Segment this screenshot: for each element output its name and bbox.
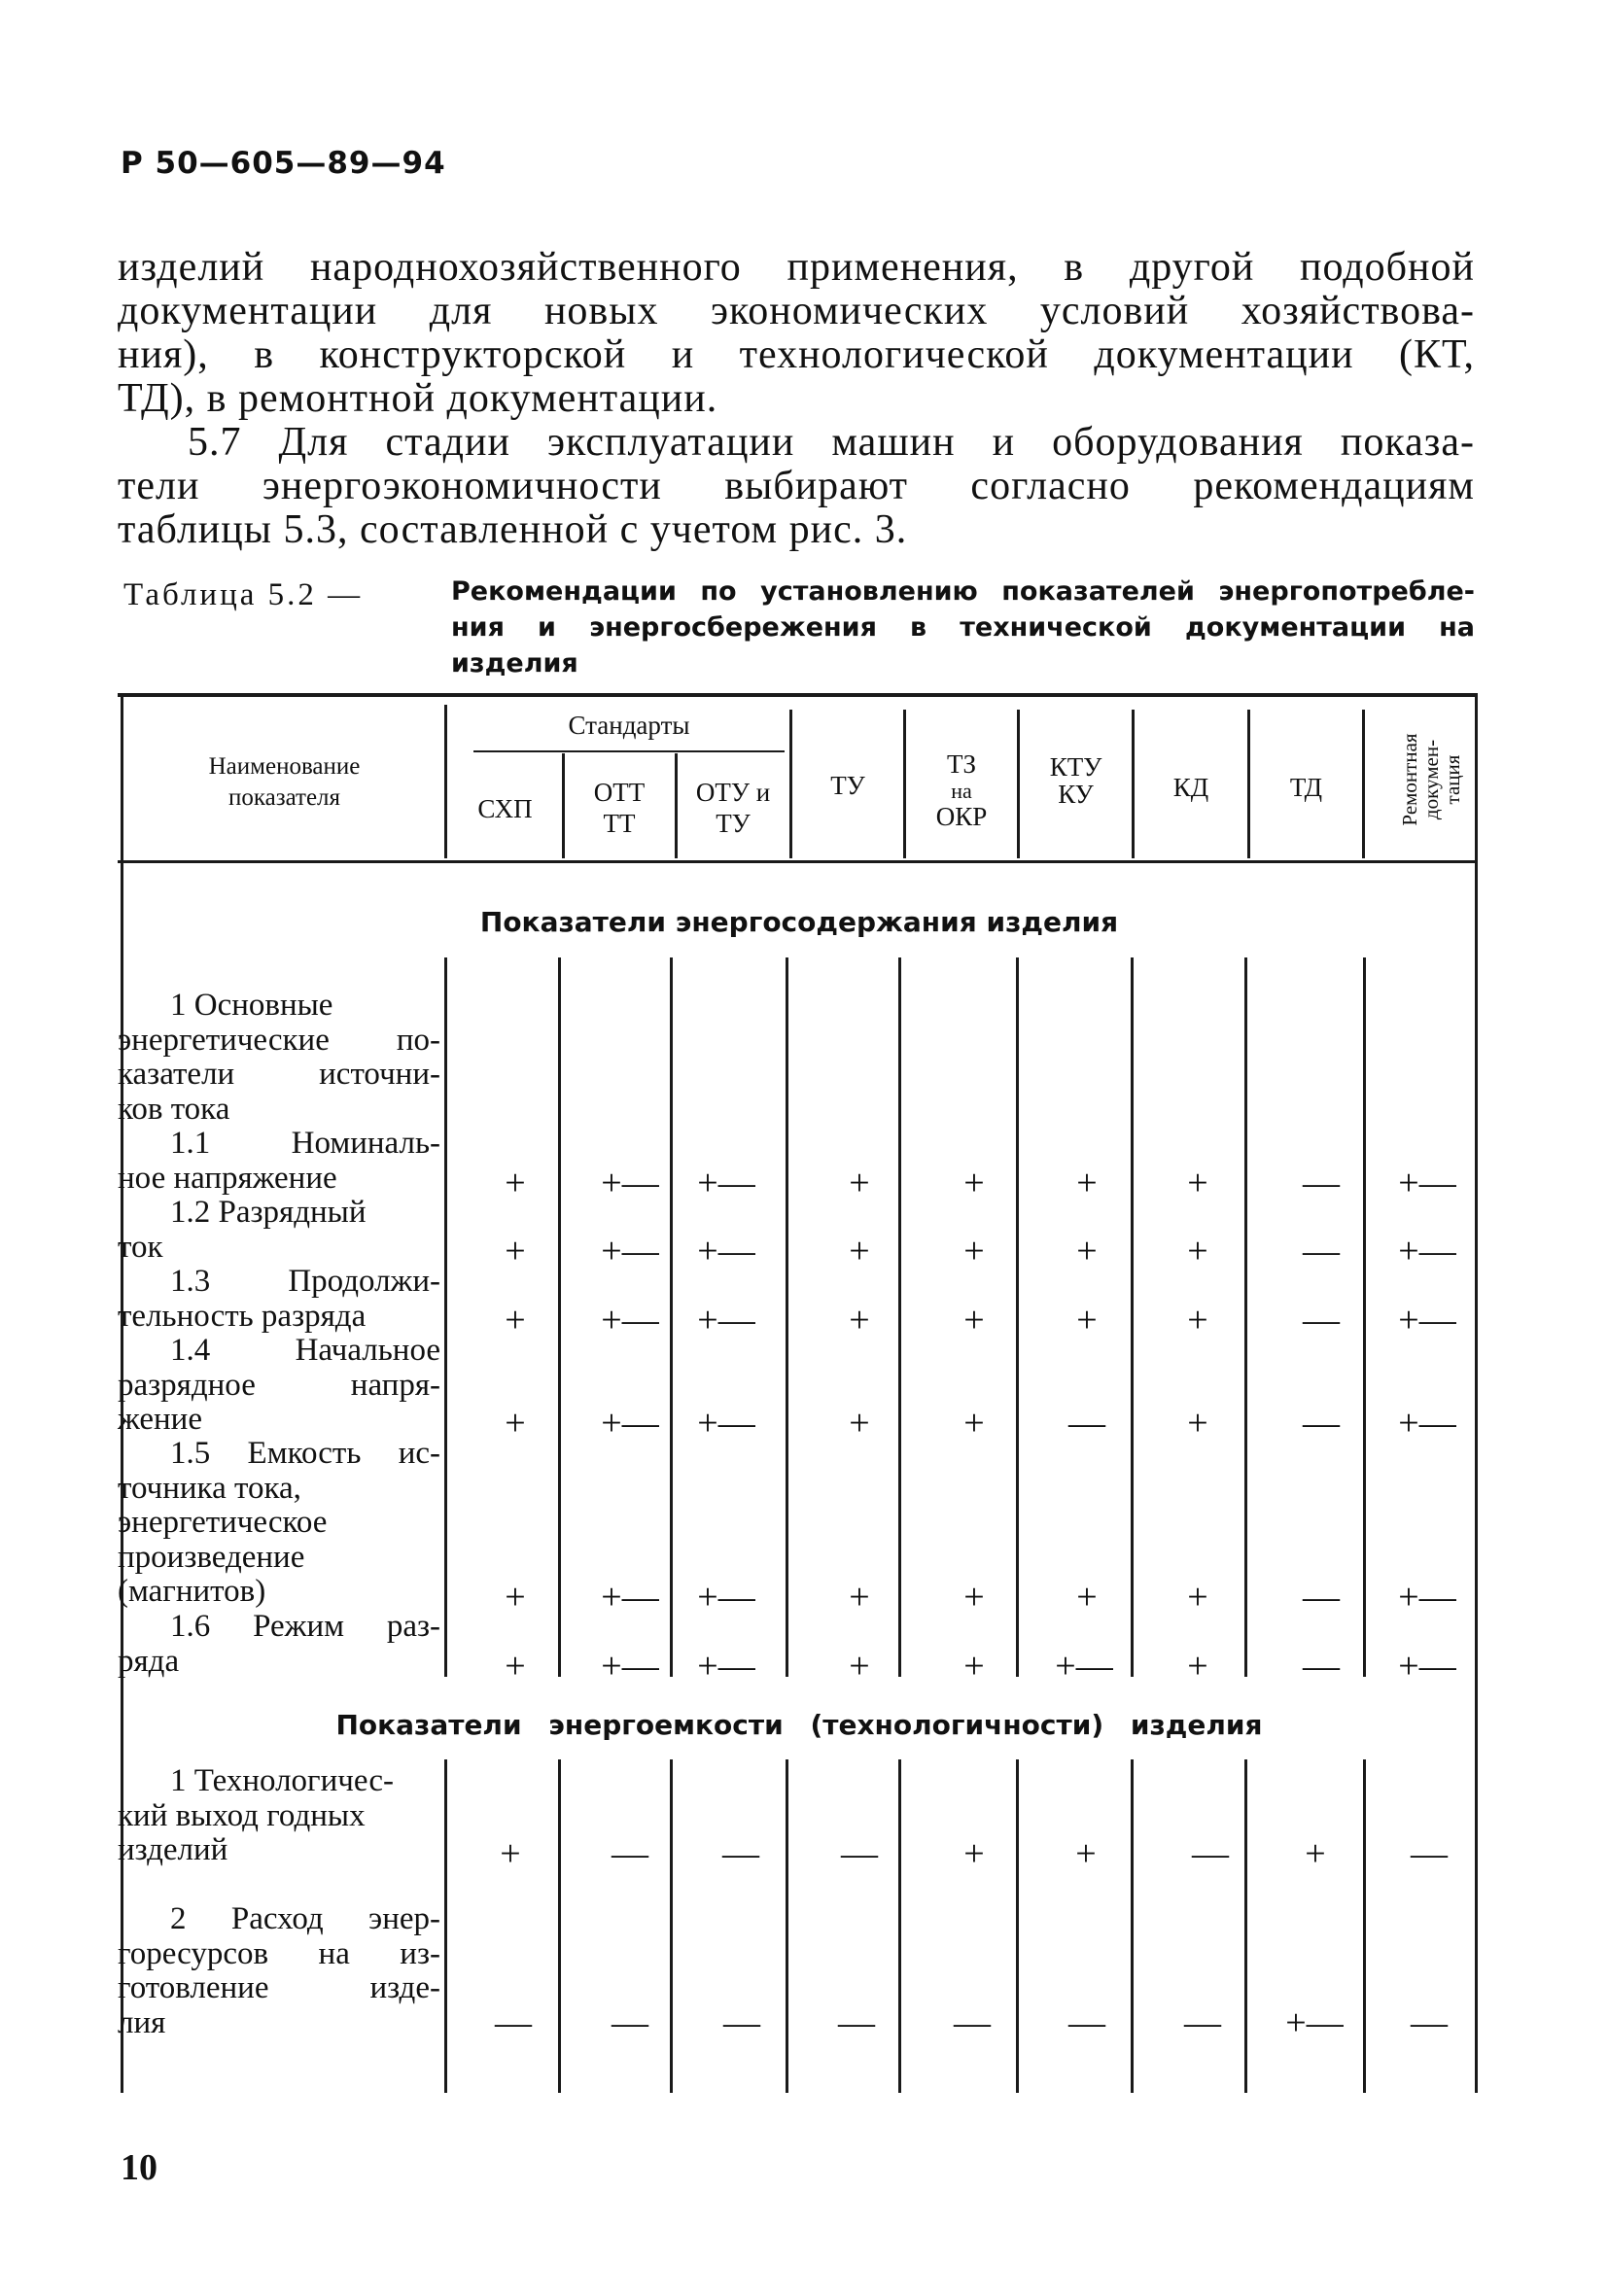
- table-cell: +—: [601, 1577, 659, 1618]
- body-divider: [1363, 1759, 1366, 2093]
- row-label-nominal-voltage: 1.1 Номиналь- ное напряжение: [118, 1126, 440, 1196]
- table-cell: +—: [1398, 1577, 1456, 1618]
- text-line: тели энергоэкономичности выбирают согласно рекомендациям: [118, 464, 1475, 508]
- table-cell: —: [1303, 1300, 1340, 1340]
- table-cell: +: [1187, 1646, 1208, 1687]
- body-divider: [1131, 957, 1134, 1677]
- section-title-energy-intensity: Показатели энергоемкости (технологичности) изделия: [335, 1709, 1263, 1741]
- body-divider: [786, 957, 788, 1677]
- table-cell: —: [1192, 1833, 1229, 1874]
- header-bottom-rule: [118, 860, 1477, 863]
- row-label-initial-voltage: 1.4 Начальное разрядное напря- жение: [118, 1333, 440, 1437]
- table-cell: +—: [1398, 1403, 1456, 1444]
- table-cell: +: [505, 1163, 526, 1203]
- column-header-name: Наименование показателя: [208, 753, 361, 811]
- column-header-skhp: СХП: [477, 794, 533, 823]
- header-divider: [444, 705, 447, 858]
- text-line: 5.7 Для стадии эксплуатации машин и оборудования показа-: [188, 420, 1475, 465]
- column-header-otu: ОТУ и ТУ: [695, 778, 771, 838]
- table-cell: +: [849, 1163, 870, 1203]
- page-number: 10: [121, 2147, 157, 2188]
- row-label-energy-consumption: 2 Расход энер- горесурсов на из- готовление изде- лия: [118, 1901, 440, 2040]
- table-cell: +—: [601, 1300, 659, 1340]
- table-cell: +: [505, 1403, 526, 1444]
- table-cell: +—: [1398, 1231, 1456, 1271]
- table-cell: +: [1187, 1163, 1208, 1203]
- table-cell: +: [963, 1577, 985, 1618]
- table-cell: +—: [697, 1231, 755, 1271]
- table-cell: +—: [601, 1403, 659, 1444]
- table-cell: +: [505, 1646, 526, 1687]
- body-divider: [1244, 1759, 1247, 2093]
- caption-line: изделия: [451, 648, 578, 678]
- table-cell: +: [500, 1833, 521, 1874]
- caption-line: Рекомендации по установлению показателей энергопотребле-: [451, 576, 1475, 607]
- table-cell: +: [849, 1646, 870, 1687]
- table-cell: —: [1068, 2002, 1105, 2043]
- text-line: таблицы 5.3, составленной с учетом рис. 3.: [118, 507, 908, 552]
- table-top-rule: [118, 693, 1477, 697]
- table-right-rule: [1475, 693, 1478, 2093]
- body-divider: [1016, 1759, 1019, 2093]
- table-cell: +—: [1398, 1300, 1456, 1340]
- table-cell: +—: [1398, 1163, 1456, 1203]
- row-label-discharge-mode: 1.6 Режим раз- ряда: [118, 1609, 440, 1679]
- table-cell: +: [1075, 1833, 1097, 1874]
- row-label-technological-yield: 1 Технологичес- кий выход годных изделий: [118, 1763, 394, 1867]
- body-divider: [1131, 1759, 1134, 2093]
- table-cell: +—: [697, 1646, 755, 1687]
- table-cell: —: [1303, 1403, 1340, 1444]
- table-cell: +—: [601, 1646, 659, 1687]
- table-cell: +: [505, 1300, 526, 1340]
- table-cell: +—: [697, 1403, 755, 1444]
- column-header-ott: ОТТ ТТ: [593, 778, 646, 838]
- row-label-discharge-current: 1.2 Разрядный ток: [118, 1195, 367, 1265]
- table-cell: +: [1076, 1577, 1098, 1618]
- table-cell: +: [1076, 1300, 1098, 1340]
- body-divider: [558, 1759, 561, 2093]
- table-cell: +: [963, 1833, 985, 1874]
- standards-group-rule: [473, 750, 785, 752]
- text-line: документации для новых экономических условий хозяйствова-: [118, 289, 1475, 333]
- table-cell: +: [1305, 1833, 1326, 1874]
- body-divider: [1016, 957, 1019, 1677]
- table-cell: +—: [601, 1231, 659, 1271]
- table-cell: —: [841, 1833, 878, 1874]
- clause-5-7-paragraph: [118, 421, 1475, 552]
- table-cell: +: [505, 1231, 526, 1271]
- header-divider: [1362, 710, 1365, 858]
- table-cell: +—: [1055, 1646, 1113, 1687]
- column-header-td: ТД: [1289, 773, 1323, 802]
- table-cell: —: [1303, 1163, 1340, 1203]
- row-label-discharge-duration: 1.3 Продолжи- тельность разряда: [118, 1264, 440, 1334]
- column-header-tu: ТУ: [830, 771, 865, 800]
- table-cell: +—: [1285, 2002, 1344, 2043]
- row-label-main-indicators: 1 Основные энергетические по- казатели источни- ков тока: [118, 988, 440, 1127]
- table-cell: +: [963, 1231, 985, 1271]
- table-cell: +: [849, 1403, 870, 1444]
- table-cell: —: [612, 2002, 648, 2043]
- column-header-ktu: КТУ КУ: [1049, 752, 1102, 809]
- body-divider: [444, 1759, 447, 2093]
- body-divider: [670, 957, 673, 1677]
- text-line: ТД), в ремонтной документации.: [118, 376, 718, 421]
- table-cell: —: [1303, 1577, 1340, 1618]
- table-cell: +: [1076, 1231, 1098, 1271]
- table-cell: —: [1303, 1646, 1340, 1687]
- table-cell: +: [1076, 1163, 1098, 1203]
- table-cell: —: [723, 2002, 760, 2043]
- table-caption-title: [451, 574, 1475, 681]
- body-divider: [898, 957, 901, 1677]
- body-divider: [1363, 957, 1366, 1677]
- table-cell: +—: [601, 1163, 659, 1203]
- table-cell: +: [1187, 1300, 1208, 1340]
- row-label-capacity: 1.5 Емкость ис- точника тока, энергетическое произведение (магнитов): [118, 1436, 440, 1609]
- column-header-tz: ТЗ на ОКР: [935, 749, 988, 831]
- table-cell: —: [1068, 1403, 1105, 1444]
- table-cell: +—: [697, 1163, 755, 1203]
- table-cell: —: [1303, 1231, 1340, 1271]
- table-cell: —: [1411, 2002, 1448, 2043]
- table-cell: +—: [697, 1577, 755, 1618]
- caption-line: ния и энергосбережения в технической документации на: [451, 612, 1475, 643]
- column-header-kd: КД: [1172, 773, 1209, 802]
- column-header-repair-docs: Ремонтная докумен- тация: [1398, 733, 1464, 826]
- table-cell: +: [1187, 1403, 1208, 1444]
- table-cell: +: [963, 1163, 985, 1203]
- table-cell: —: [1184, 2002, 1221, 2043]
- document-code: Р 50—605—89—94: [121, 146, 446, 181]
- table-caption-label: Таблица 5.2 —: [123, 577, 364, 612]
- table-cell: +—: [1398, 1646, 1456, 1687]
- text-line: ния), в конструкторской и технологической документации (КТ,: [118, 332, 1475, 377]
- table-cell: —: [722, 1833, 759, 1874]
- table-cell: +: [1187, 1231, 1208, 1271]
- table-cell: —: [1411, 1833, 1448, 1874]
- table-cell: —: [612, 1833, 648, 1874]
- body-divider: [444, 957, 447, 1677]
- table-cell: —: [495, 2002, 532, 2043]
- table-cell: +—: [697, 1300, 755, 1340]
- table-cell: +: [849, 1231, 870, 1271]
- table-cell: +: [849, 1577, 870, 1618]
- body-divider: [1244, 957, 1247, 1677]
- table-cell: +: [963, 1300, 985, 1340]
- body-divider: [898, 1759, 901, 2093]
- column-group-standards: Стандарты: [568, 711, 690, 740]
- table-cell: +: [963, 1646, 985, 1687]
- body-divider: [558, 957, 561, 1677]
- body-divider: [786, 1759, 788, 2093]
- table-cell: +: [1187, 1577, 1208, 1618]
- body-divider: [670, 1759, 673, 2093]
- table-cell: +: [505, 1577, 526, 1618]
- table-cell: +: [963, 1403, 985, 1444]
- table-cell: +: [849, 1300, 870, 1340]
- section-title-energy-content: Показатели энергосодержания изделия: [479, 906, 1119, 938]
- intro-paragraph: [118, 246, 1475, 421]
- table-cell: —: [954, 2002, 991, 2043]
- text-line: изделий народнохозяйственного применения, в другой подобной: [118, 245, 1475, 290]
- table-cell: —: [838, 2002, 875, 2043]
